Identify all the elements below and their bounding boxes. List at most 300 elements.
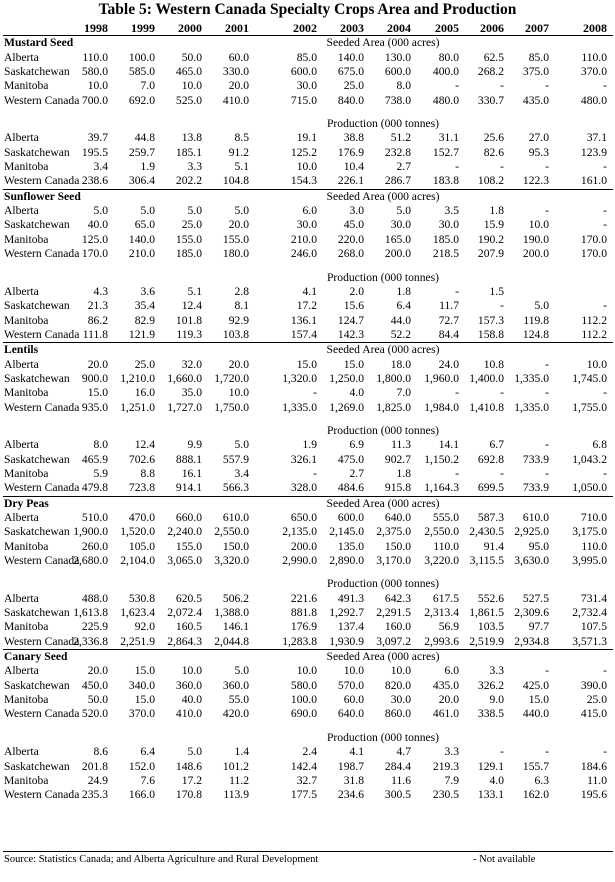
spacer [3, 108, 613, 117]
table-cell: - [313, 386, 317, 400]
region-label: Saskatchewan [4, 299, 70, 313]
table-cell: 435.0 [432, 678, 459, 692]
block-label: Seeded Area (000 acres) [326, 343, 440, 357]
table-cell: 570.0 [337, 678, 364, 692]
table-cell: 238.6 [81, 174, 108, 188]
table-cell: 200.0 [384, 247, 411, 261]
table-cell: 32.0 [181, 357, 202, 371]
table-cell: 65.0 [134, 218, 155, 232]
table-cell: 2,430.5 [469, 525, 504, 539]
table-cell: 475.0 [337, 452, 364, 466]
table-cell: 5.0 [396, 204, 411, 218]
spacer [3, 568, 613, 577]
table-cell: 20.0 [228, 357, 249, 371]
table-cell: 152.0 [128, 759, 155, 773]
table-cell: 530.8 [128, 591, 155, 605]
table-cell: 51.2 [390, 131, 411, 145]
table-cell: 20.0 [87, 664, 108, 678]
table-cell: - [603, 664, 607, 678]
block-label-row [3, 117, 613, 131]
table-cell: 20.0 [87, 357, 108, 371]
region-label: Manitoba [4, 773, 49, 787]
table-cell: 484.6 [337, 481, 364, 495]
table-cell: 5.0 [187, 745, 202, 759]
table-cell: 1,613.8 [73, 606, 108, 620]
table-cell: 888.1 [175, 452, 202, 466]
table-cell: 16.1 [181, 466, 202, 480]
table-cell: 330.7 [477, 93, 504, 107]
table-cell: 140.0 [128, 232, 155, 246]
table-cell: 200.0 [290, 539, 317, 553]
table-title: Table 5: Western Canada Specialty Crops Area and Production [98, 1, 517, 18]
table-cell: 300.5 [384, 788, 411, 802]
table-row [3, 592, 613, 606]
table-cell: 479.8 [81, 481, 108, 495]
table-row [3, 285, 613, 299]
table-cell: 10.0 [586, 357, 607, 371]
table-cell: 52.2 [390, 327, 411, 341]
region-label: Western Canada [4, 93, 80, 107]
table-cell: 15.0 [296, 357, 317, 371]
table-cell: 176.9 [290, 620, 317, 634]
table-cell: - [545, 79, 549, 93]
table-cell: 119.8 [523, 313, 549, 327]
table-cell: 201.8 [81, 759, 108, 773]
block-label-row [3, 424, 613, 438]
table-cell: 2,990.0 [282, 554, 317, 568]
table-cell: 12.4 [134, 438, 155, 452]
table-cell: 10.0 [87, 79, 108, 93]
table-cell: 107.5 [580, 620, 607, 634]
table-cell: 4.7 [396, 745, 411, 759]
block-label: Seeded Area (000 acres) [326, 650, 440, 664]
table-cell: 1,755.0 [572, 400, 607, 414]
table-cell: 32.7 [296, 773, 317, 787]
section-header-row [3, 649, 613, 664]
table-cell: 2,251.9 [120, 634, 155, 648]
table-cell: 154.3 [290, 174, 317, 188]
table-cell: 13.8 [181, 131, 202, 145]
table-cell: 6.0 [444, 664, 459, 678]
table-cell: 5.0 [187, 204, 202, 218]
table-cell: 2,104.0 [120, 554, 155, 568]
table-cell: 8.8 [140, 466, 155, 480]
table-cell: 60.0 [343, 693, 364, 707]
table-cell: 520.0 [81, 707, 108, 721]
table-cell: 10.0 [343, 664, 364, 678]
table-cell: - [500, 745, 504, 759]
region-label: Manitoba [4, 620, 49, 634]
table-cell: 915.8 [384, 481, 411, 495]
table-cell: 3.0 [349, 204, 364, 218]
year-header: 2002 [293, 21, 317, 35]
table-cell: 338.5 [477, 707, 504, 721]
table-row [3, 540, 613, 554]
table-cell: 370.0 [580, 65, 607, 79]
year-header: 2003 [340, 21, 364, 35]
table-cell: 3,175.0 [572, 525, 607, 539]
table-cell: 185.0 [175, 247, 202, 261]
table-cell: 72.7 [438, 313, 459, 327]
table-cell: 470.0 [128, 511, 155, 524]
table-cell: 25.6 [483, 131, 504, 145]
table-cell: 2,864.3 [167, 634, 202, 648]
table-cell: 326.2 [477, 678, 504, 692]
table-cell: 210.0 [128, 247, 155, 261]
table-cell: 1,043.2 [572, 452, 607, 466]
year-header: 2008 [583, 21, 607, 35]
table-cell: 11.2 [229, 773, 249, 787]
table-cell: 155.7 [522, 759, 549, 773]
year-header: 2004 [387, 21, 411, 35]
region-label: Alberta [4, 357, 39, 371]
table-cell: 1.8 [489, 204, 504, 218]
table-cell: 2.8 [234, 284, 249, 298]
table-cell: 660.0 [175, 511, 202, 524]
table-cell: 162.0 [522, 788, 549, 802]
table-cell: - [545, 745, 549, 759]
table-cell: 30.0 [296, 218, 317, 232]
table-cell: 110.0 [82, 50, 108, 64]
table-cell: 3.6 [140, 284, 155, 298]
table-cell: 230.5 [432, 788, 459, 802]
table-cell: 2.0 [349, 284, 364, 298]
section-title: Sunflower Seed [4, 189, 81, 203]
table-cell: 3.4 [234, 466, 249, 480]
table-cell: 37.1 [586, 131, 607, 145]
year-header: 2000 [178, 21, 202, 35]
region-label: Manitoba [4, 466, 49, 480]
table-cell: 3.3 [187, 160, 202, 174]
table-row [3, 481, 613, 495]
table-row [3, 401, 613, 415]
table-cell: 3,170.0 [376, 554, 411, 568]
block-label: Seeded Area (000 acres) [326, 36, 440, 50]
region-label: Manitoba [4, 539, 49, 553]
table-cell: 92.0 [134, 620, 155, 634]
table-cell: 232.8 [384, 145, 411, 159]
table-cell: 620.5 [175, 591, 202, 605]
region-label: Alberta [4, 511, 39, 524]
table-cell: 170.0 [81, 247, 108, 261]
table-cell: 10.0 [296, 160, 317, 174]
table-row [3, 204, 613, 218]
table-cell: 425.0 [522, 678, 549, 692]
table-cell: 527.5 [522, 591, 549, 605]
table-cell: 7.0 [396, 386, 411, 400]
table-cell: - [545, 160, 549, 174]
table-cell: 1,400.0 [469, 371, 504, 385]
table-row [3, 620, 613, 634]
table-cell: 18.0 [390, 357, 411, 371]
table-cell: 133.1 [477, 788, 504, 802]
table-cell: 610.0 [222, 511, 249, 524]
table-cell: 375.0 [522, 65, 549, 79]
table-row [3, 386, 613, 400]
table-cell: 617.5 [432, 591, 459, 605]
table-cell: 700.0 [81, 93, 108, 107]
table-cell: - [455, 386, 459, 400]
table-cell: 450.0 [81, 678, 108, 692]
table-cell: 177.5 [290, 788, 317, 802]
table-cell: 210.0 [290, 232, 317, 246]
table-cell: 20.0 [228, 218, 249, 232]
table-cell: 2,993.6 [424, 634, 459, 648]
table-cell: 1,335.0 [282, 400, 317, 414]
table-cell: 1,410.8 [469, 400, 504, 414]
table-cell: 20.0 [438, 693, 459, 707]
table-cell: 166.0 [128, 788, 155, 802]
table-cell: 130.0 [384, 50, 411, 64]
table-cell: 137.4 [337, 620, 364, 634]
table-cell: 1,800.0 [376, 371, 411, 385]
table-row [3, 679, 613, 693]
spacer [3, 415, 613, 424]
table-cell: 184.6 [580, 759, 607, 773]
table-cell: 15.0 [343, 357, 364, 371]
table-cell: 5.9 [93, 466, 108, 480]
region-label: Saskatchewan [4, 218, 70, 232]
table-row [3, 760, 613, 774]
table-row [3, 372, 613, 386]
table-cell: 207.9 [477, 247, 504, 261]
table-cell: 7.9 [444, 773, 459, 787]
table-cell: 5.0 [534, 299, 549, 313]
table-cell: 8.5 [234, 131, 249, 145]
region-label: Alberta [4, 745, 39, 759]
table-cell: 112.2 [581, 313, 607, 327]
block-label: Seeded Area (000 acres) [326, 189, 440, 203]
region-label: Western Canada [4, 707, 80, 721]
region-label: Alberta [4, 284, 39, 298]
table-cell: 219.3 [432, 759, 459, 773]
table-cell: 330.0 [222, 65, 249, 79]
year-header: 2001 [225, 21, 249, 35]
table-cell: 2,135.0 [282, 525, 317, 539]
table-cell: 410.0 [175, 707, 202, 721]
table-cell: 91.2 [228, 145, 249, 159]
table-cell: 17.2 [181, 773, 202, 787]
table-cell: 400.0 [432, 65, 459, 79]
table-cell: 4.3 [93, 284, 108, 298]
table-cell: - [545, 386, 549, 400]
region-label: Saskatchewan [4, 606, 70, 620]
table-cell: - [603, 160, 607, 174]
table-cell: 6.4 [396, 299, 411, 313]
table-cell: 234.6 [337, 788, 364, 802]
table-cell: 1,251.0 [120, 400, 155, 414]
table-cell: 40.0 [181, 693, 202, 707]
table-cell: 326.1 [290, 452, 317, 466]
table-cell: 183.8 [432, 174, 459, 188]
table-cell: 585.0 [128, 65, 155, 79]
table-cell: 1,623.4 [120, 606, 155, 620]
table-cell: 5.1 [234, 160, 249, 174]
table-cell: 103.8 [222, 327, 249, 341]
table-cell: 100.0 [290, 693, 317, 707]
table-cell: 881.8 [290, 606, 317, 620]
table-cell: 10.0 [390, 664, 411, 678]
table-cell: 150.0 [384, 539, 411, 553]
block-label-row [3, 271, 613, 285]
source-note: Source: Statistics Canada; and Alberta Agriculture and Rural Development [4, 854, 319, 865]
table-cell: 1,150.2 [424, 452, 459, 466]
table-cell: 85.0 [296, 50, 317, 64]
region-label: Western Canada [4, 554, 80, 568]
year-header: 1998 [84, 21, 108, 35]
region-label: Western Canada [4, 327, 80, 341]
table-cell: 121.9 [128, 327, 155, 341]
table-cell: 1,292.7 [329, 606, 364, 620]
table-cell: - [455, 284, 459, 298]
table-cell: 10.0 [181, 664, 202, 678]
block-label-row [3, 731, 613, 745]
table-cell: 15.0 [87, 386, 108, 400]
table-cell: 15.0 [134, 664, 155, 678]
table-cell: 5.0 [140, 204, 155, 218]
table-cell: 2,309.6 [514, 606, 549, 620]
table-row [3, 554, 613, 568]
table-row [3, 453, 613, 467]
table-cell: - [545, 357, 549, 371]
table-cell: 699.5 [477, 481, 504, 495]
table-cell: 92.9 [228, 313, 249, 327]
table-row [3, 94, 613, 108]
table-cell: 6.0 [302, 204, 317, 218]
table-cell: 488.0 [81, 591, 108, 605]
table-footer [3, 851, 613, 866]
spacer [3, 262, 613, 271]
table-cell: 220.0 [337, 232, 364, 246]
table-row [3, 693, 613, 707]
table-cell: 6.8 [592, 438, 607, 452]
table-cell: 125.0 [81, 232, 108, 246]
table-cell: 195.6 [580, 788, 607, 802]
table-cell: 650.0 [290, 511, 317, 524]
table-cell: 1,660.0 [167, 371, 202, 385]
region-label: Alberta [4, 204, 39, 218]
table-cell: 142.3 [337, 327, 364, 341]
specialty-crops-table [3, 21, 613, 803]
table-cell: 461.0 [432, 707, 459, 721]
table-cell: 410.0 [222, 93, 249, 107]
table-cell: 55.0 [228, 693, 249, 707]
table-cell: 10.0 [528, 218, 549, 232]
table-cell: 158.8 [477, 327, 504, 341]
table-cell: 9.0 [489, 693, 504, 707]
table-cell: 185.1 [175, 145, 202, 159]
table-cell: 160.5 [175, 620, 202, 634]
table-cell: 465.9 [81, 452, 108, 466]
table-cell: - [455, 160, 459, 174]
year-header: 1999 [131, 21, 155, 35]
table-cell: 360.0 [175, 678, 202, 692]
table-cell: 35.0 [181, 386, 202, 400]
spacer [3, 722, 613, 731]
table-cell: 2,890.0 [329, 554, 364, 568]
table-cell: 260.0 [81, 539, 108, 553]
table-cell: 286.7 [384, 174, 411, 188]
table-cell: 914.1 [175, 481, 202, 495]
region-label: Manitoba [4, 693, 49, 707]
table-cell: - [603, 466, 607, 480]
table-cell: 587.3 [477, 511, 504, 524]
region-label: Alberta [4, 591, 39, 605]
table-cell: - [603, 745, 607, 759]
table-cell: 50.0 [181, 50, 202, 64]
region-label: Alberta [4, 50, 39, 64]
table-cell: 7.0 [140, 79, 155, 93]
table-row [3, 788, 613, 802]
table-cell: 820.0 [384, 678, 411, 692]
region-label: Western Canada [4, 481, 80, 495]
table-cell: 104.8 [222, 174, 249, 188]
section-header-row [3, 189, 613, 204]
table-cell: 610.0 [522, 511, 549, 524]
table-row [3, 745, 613, 759]
table-cell: 506.2 [222, 591, 249, 605]
table-cell: 3,571.3 [572, 634, 607, 648]
table-cell: 152.7 [432, 145, 459, 159]
table-cell: 435.0 [522, 93, 549, 107]
table-cell: 2,925.0 [514, 525, 549, 539]
table-row [3, 299, 613, 313]
table-cell: 19.1 [296, 131, 317, 145]
table-cell: 5.1 [187, 284, 202, 298]
table-cell: 3.4 [93, 160, 108, 174]
table-cell: 103.5 [477, 620, 504, 634]
table-cell: 3,630.0 [514, 554, 549, 568]
table-cell: 200.0 [522, 247, 549, 261]
table-cell: 235.3 [81, 788, 108, 802]
table-cell: 218.5 [432, 247, 459, 261]
table-cell: 97.7 [528, 620, 549, 634]
table-cell: 82.9 [134, 313, 155, 327]
table-cell: 8.1 [234, 299, 249, 313]
table-cell: 738.0 [384, 93, 411, 107]
table-cell: - [603, 218, 607, 232]
table-cell: 1,320.0 [282, 371, 317, 385]
table-cell: 15.9 [483, 218, 504, 232]
table-cell: 2,240.0 [167, 525, 202, 539]
table-cell: 38.8 [343, 131, 364, 145]
table-row [3, 635, 613, 649]
year-header: 2006 [480, 21, 504, 35]
table-cell: 180.0 [222, 247, 249, 261]
year-header: 2007 [525, 21, 549, 35]
table-cell: 2,519.9 [469, 634, 504, 648]
table-cell: 1,210.0 [120, 371, 155, 385]
region-label: Saskatchewan [4, 525, 70, 539]
table-cell: 420.0 [222, 707, 249, 721]
table-cell: 1,520.0 [120, 525, 155, 539]
region-label: Alberta [4, 438, 39, 452]
table-cell: 8.0 [396, 79, 411, 93]
block-label: Production (000 tonnes) [326, 423, 440, 437]
table-cell: 11.3 [391, 438, 411, 452]
table-cell: 10.8 [483, 357, 504, 371]
table-cell: 2,313.4 [424, 606, 459, 620]
table-cell: 1,388.0 [214, 606, 249, 620]
table-cell: 2,044.8 [214, 634, 249, 648]
table-cell: 85.0 [528, 50, 549, 64]
block-label: Production (000 tonnes) [326, 117, 440, 131]
table-cell: 10.0 [296, 664, 317, 678]
table-cell: 510.0 [81, 511, 108, 524]
table-cell: 195.5 [81, 145, 108, 159]
table-cell: 25.0 [343, 79, 364, 93]
block-label: Production (000 tonnes) [326, 270, 440, 284]
